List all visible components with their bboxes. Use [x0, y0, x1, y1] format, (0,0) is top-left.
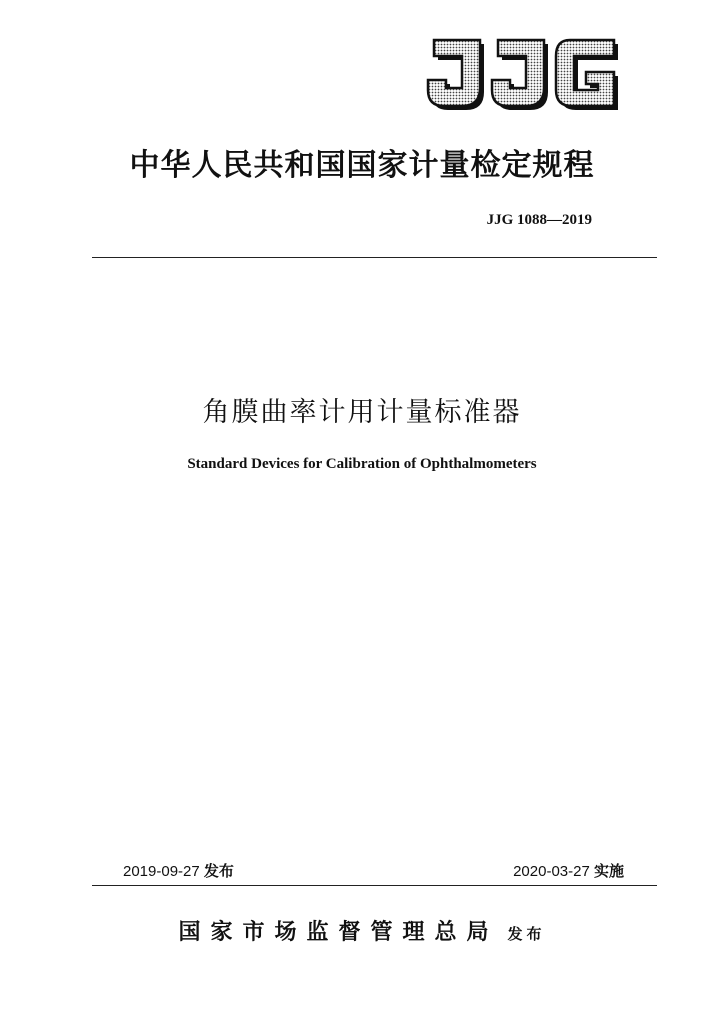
document-title-chinese: 角膜曲率计用计量标准器	[202, 397, 522, 428]
publisher-line	[0, 915, 724, 946]
logo-letter-j1	[428, 40, 484, 110]
jjg-logo-icon	[422, 34, 622, 114]
regulation-code: JJG 1088—2019	[486, 212, 592, 228]
footer-divider	[92, 885, 657, 886]
issue-date-block	[123, 860, 234, 881]
issue-date: 2019-09-27	[123, 863, 200, 880]
logo-letter-j2	[492, 40, 548, 110]
implement-date-block	[513, 860, 624, 881]
jjg-logo	[422, 34, 622, 114]
publisher-name: 国家市场监督管理总局	[178, 919, 499, 945]
logo-letter-g	[556, 40, 618, 110]
implement-label: 实施	[593, 862, 624, 880]
regulation-header-title: 中华人民共和国国家计量检定规程	[129, 148, 595, 183]
header-divider	[92, 257, 657, 258]
implement-date: 2020-03-27	[513, 863, 590, 880]
publisher-action: 发布	[507, 925, 546, 943]
document-title-english: Standard Devices for Calibration of Ophthalmometers	[187, 456, 537, 472]
issue-label: 发布	[203, 862, 234, 880]
